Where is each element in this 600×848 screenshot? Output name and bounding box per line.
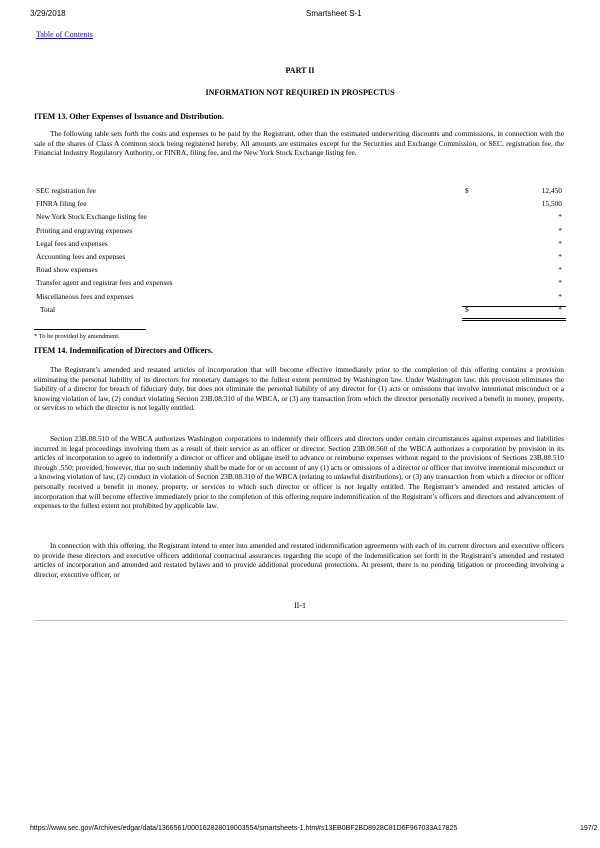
fee-label: Transfer agent and registrar fees and expenses xyxy=(36,278,173,288)
total-label: Total xyxy=(40,304,56,314)
expense-table xyxy=(34,186,566,318)
print-url: https://www.sec.gov/Archives/edgar/data/1366561/000162828018003554/smartsheets-1.htm#s13EB0BF2BD8928C81D6F967033A17825 xyxy=(30,825,458,832)
fee-amount: * xyxy=(558,212,562,222)
item13-intro: The following table sets forth the costs and expenses to be paid by the Registrant, other than the estimated underwriting discounts and commissions, in connection with the sale of the shares of Class A common stock being registered hereby. All amounts are estimates except for the Securities and Exchange Commission, or SEC, registration fee, the Financial Industry Regulatory Authority, or FINRA, filing fee, and the New York Stock Exchange listing fee. xyxy=(34,129,564,158)
footnote: * To be provided by amendment. xyxy=(34,333,120,340)
fee-label: FINRA filing fee xyxy=(36,199,87,209)
table-row xyxy=(34,292,566,305)
table-row xyxy=(34,252,566,265)
fee-label: Accounting fees and expenses xyxy=(36,251,126,261)
page-divider xyxy=(34,620,566,621)
item14-paragraph: The Registrant’s amended and restated articles of incorporation that will become effective immediately prior to the completion of this offering contains a provision eliminating the personal liability of its directors for monetary damages to the fullest extent permitted by Washington law. Under Washington law, this provision eliminates the liability of a director for breach of fiduciary duty, but does not eliminate the personal liability of any director for (1) acts or omissions that involve intentional misconduct or a knowing violation of law, (2) conduct violating Section 23B.08.310 of the WBCA, or (3) any transaction from which the director personally received a benefit in money, property, or services to which the director is not legally entitled. xyxy=(34,365,564,413)
fee-amount: * xyxy=(558,225,562,235)
total-rule-top xyxy=(462,306,566,307)
table-row xyxy=(34,278,566,291)
table-row xyxy=(34,265,566,278)
fee-label: Legal fees and expenses xyxy=(36,238,108,248)
print-page-count: 197/2 xyxy=(580,825,598,832)
fee-label: SEC registration fee xyxy=(36,186,96,195)
fee-amount: * xyxy=(558,238,562,248)
print-date: 3/29/2018 xyxy=(30,9,66,18)
fee-amount: 12,450 xyxy=(541,186,562,195)
footnote-rule xyxy=(34,329,146,330)
fee-label: New York Stock Exchange listing fee xyxy=(36,212,147,222)
item13-heading: ITEM 13. Other Expenses of Issuance and Distribution. xyxy=(34,112,224,121)
item14-paragraph: In connection with this offering, the Registrant intend to enter into amended and restated indemnification agreements with each of its current directors and executive officers to provide these directors and executive officers additional contractual assurances regarding the scope of the indemnification set forth in the Registrant’s amended and restated articles of incorporation and amended and restated bylaws and to provide additional procedural protections. At present, there is no pending litigation or proceeding involving a director, executive officer, or xyxy=(34,541,564,579)
part-heading: PART II xyxy=(285,66,315,75)
fee-label: Miscellaneous fees and expenses xyxy=(36,291,134,301)
table-row xyxy=(34,186,566,199)
total-rule-double xyxy=(462,318,566,319)
print-title: Smartsheet S-1 xyxy=(306,9,362,18)
fee-amount: * xyxy=(558,278,562,288)
table-row xyxy=(34,226,566,239)
page-number: II-1 xyxy=(294,601,306,610)
fee-label: Road show expenses xyxy=(36,265,98,275)
item14-paragraph: Section 23B.08.510 of the WBCA authorizes Washington corporations to indemnify their officers and directors under certain circumstances against expenses and liabilities incurred in legal proceedings involving them as a result of their service as an officer or director. Section 23B.08.560 of the WBCA authorizes a corporation by provision in its articles of incorporation to agree to indemnify a director or officer and obligate itself to advance or reimburse expenses without regard to the provisions of Sections 23B.08.510 through .550; provided, however, that no such indemnity shall be made for or on account of any (1) acts or omissions of a director or officer that involve intentional misconduct or a knowing violation of law, (2) conduct in violation of Section 23B.08.310 of the WBCA (relating to unlawful distributions), or (3) any transaction from which a director or officer personally received a benefit in money, property, or services to which such director or officer is not legally entitled. The Registrant’s amended and restated articles of incorporation that will become effective immediately prior to the completion of this offering require indemnification of the Registrant’s officers and directors and advancement of expenses to the fullest extent not prohibited by applicable law. xyxy=(34,434,564,511)
table-row xyxy=(34,239,566,252)
item14-heading: ITEM 14. Indemnification of Directors and Officers. xyxy=(34,346,213,355)
fee-label: Printing and engraving expenses xyxy=(36,225,133,235)
fee-currency: $ xyxy=(465,186,469,195)
fee-amount: * xyxy=(558,251,562,261)
total-currency: $ xyxy=(465,304,469,314)
table-row xyxy=(34,212,566,225)
section-heading: INFORMATION NOT REQUIRED IN PROSPECTUS xyxy=(205,88,395,97)
total-amount: * xyxy=(558,304,562,314)
fee-amount: * xyxy=(558,291,562,301)
table-of-contents-link[interactable]: Table of Contents xyxy=(36,30,93,39)
total-rule-double xyxy=(462,320,566,321)
fee-amount: * xyxy=(558,265,562,275)
table-row xyxy=(34,199,566,212)
fee-amount: 15,500 xyxy=(541,199,562,209)
